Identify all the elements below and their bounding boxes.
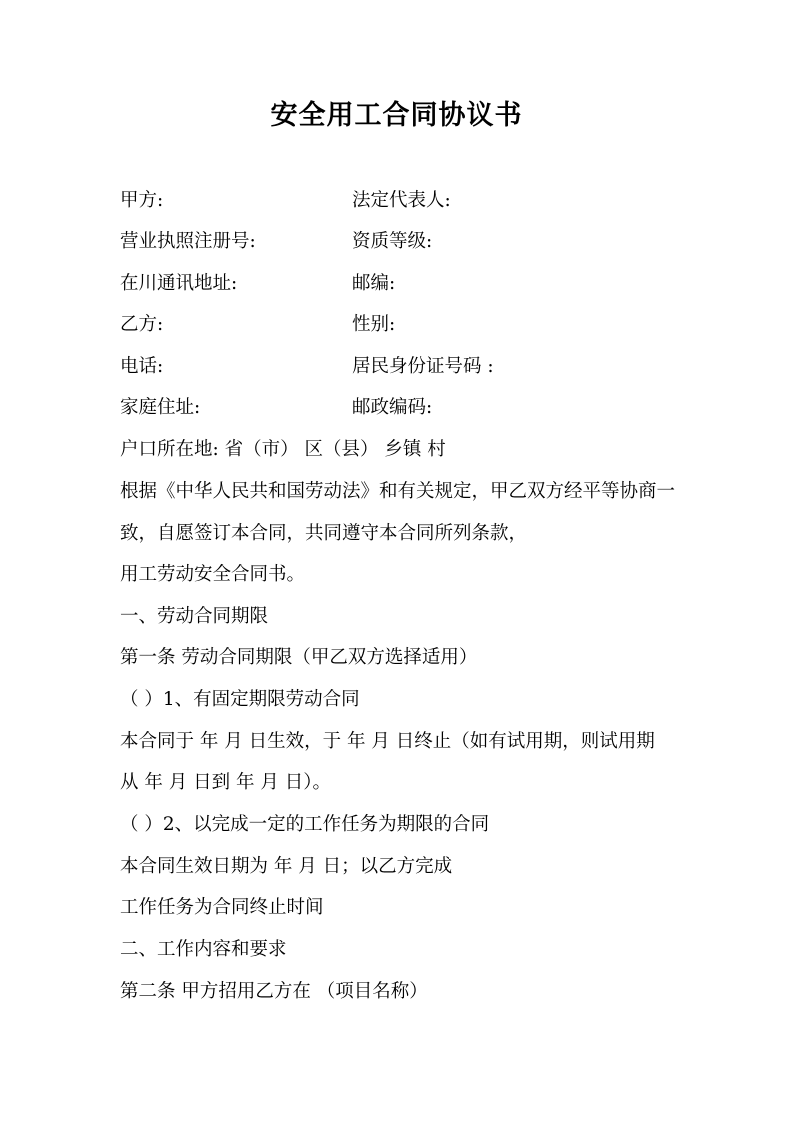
field-id-number: 居民身份证号码 : [352, 356, 494, 377]
field-party-a: 甲方: [120, 190, 164, 211]
paragraph-contract-name: 用工劳动安全合同书。 [120, 564, 306, 585]
field-phone: 电话: [120, 356, 164, 377]
field-legal-representative: 法定代表人: [352, 190, 451, 211]
section-heading-work-content: 二、工作内容和要求 [120, 939, 287, 960]
section-heading-contract-term: 一、劳动合同期限 [120, 606, 269, 627]
paragraph-household-registration: 户口所在地: 省（市） 区（县） 乡镇 村 [120, 439, 446, 460]
paragraph-task-term-line-1: 本合同生效日期为 年 月 日；以乙方完成 [120, 856, 453, 877]
article-2-heading: 第二条 甲方招用乙方在 （项目名称） [120, 981, 428, 1002]
article-1-heading: 第一条 劳动合同期限（甲乙双方选择适用） [120, 647, 478, 668]
paragraph-fixed-term-line-1: 本合同于 年 月 日生效，于 年 月 日终止（如有试用期，则试用期 [120, 731, 655, 752]
field-qualification-level: 资质等级: [352, 231, 433, 252]
paragraph-task-term-line-2: 工作任务为合同终止时间 [120, 897, 324, 918]
option-task-based-term: （ ）2、以完成一定的工作任务为期限的合同 [120, 814, 490, 835]
document-title: 安全用工合同协议书 [270, 100, 523, 131]
field-party-b: 乙方: [120, 314, 164, 335]
paragraph-preamble-line-1: 根据《中华人民共和国劳动法》和有关规定，甲乙双方经平等协商一 [120, 481, 676, 502]
field-postal-code: 邮政编码: [352, 397, 433, 418]
option-fixed-term: （ ）1、有固定期限劳动合同 [120, 689, 360, 710]
field-home-address: 家庭住址: [120, 397, 201, 418]
field-gender: 性别: [352, 314, 396, 335]
field-postcode: 邮编: [352, 273, 396, 294]
paragraph-fixed-term-line-2: 从 年 月 日到 年 月 日）。 [120, 772, 332, 793]
paragraph-preamble-line-2: 致，自愿签订本合同，共同遵守本合同所列条款， [120, 523, 528, 544]
field-sichuan-address: 在川通讯地址: [120, 273, 238, 294]
field-business-license-number: 营业执照注册号: [120, 231, 256, 252]
